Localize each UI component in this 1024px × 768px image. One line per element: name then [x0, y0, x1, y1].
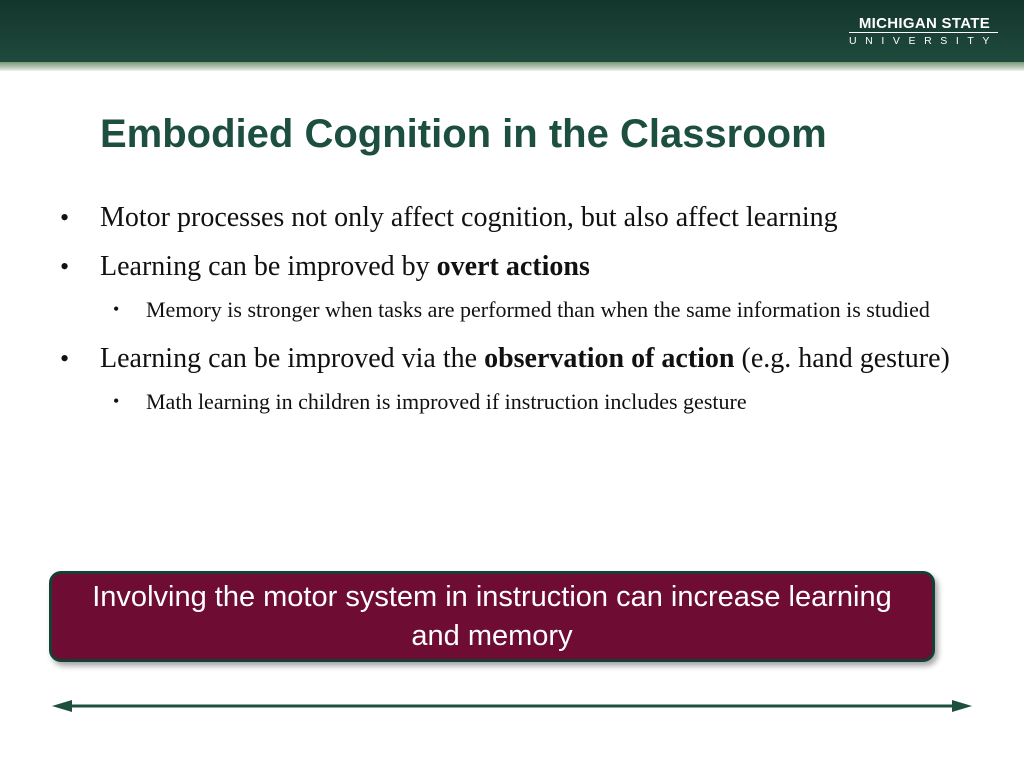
bullet-dot-icon: • [60, 344, 70, 373]
logo-line2: UNIVERSITY [849, 32, 998, 48]
logo-line1: MICHIGAN STATE [858, 15, 990, 32]
callout-box [49, 571, 935, 662]
sub-bullet-text: Memory is stronger when tasks are performed than when the same information is studied [146, 297, 930, 322]
bullet-bold-text: observation of action [484, 343, 735, 374]
bullet-list [58, 198, 958, 431]
bullet-text: Learning can be improved via the [100, 343, 485, 374]
bullet-dot-icon: • [60, 252, 70, 281]
sub-bullet-item [58, 293, 958, 326]
bullet-item [58, 339, 958, 379]
bullet-item [58, 247, 958, 287]
bullet-item [58, 198, 958, 238]
bullet-text-suffix: (e.g. hand gesture) [734, 343, 950, 374]
bullet-bold-text: overt actions [436, 251, 590, 282]
header-stripe [0, 62, 1024, 71]
msu-logo [848, 15, 998, 48]
bullet-text: Motor processes not only affect cognition, but also affect learning [100, 202, 838, 233]
bullet-dot-icon: • [60, 203, 70, 232]
sub-bullet-text: Math learning in children is improved if instruction includes gesture [146, 389, 747, 414]
slide-title: Embodied Cognition in the Classroom [100, 112, 827, 156]
double-arrow-line-icon [50, 696, 974, 716]
bullet-dot-icon: • [113, 299, 120, 319]
bullet-text: Learning can be improved by [100, 251, 437, 282]
callout-text: Involving the motor system in instruction can increase learning and memory [92, 580, 892, 652]
bullet-dot-icon: • [113, 391, 120, 411]
sub-bullet-item [58, 385, 958, 418]
